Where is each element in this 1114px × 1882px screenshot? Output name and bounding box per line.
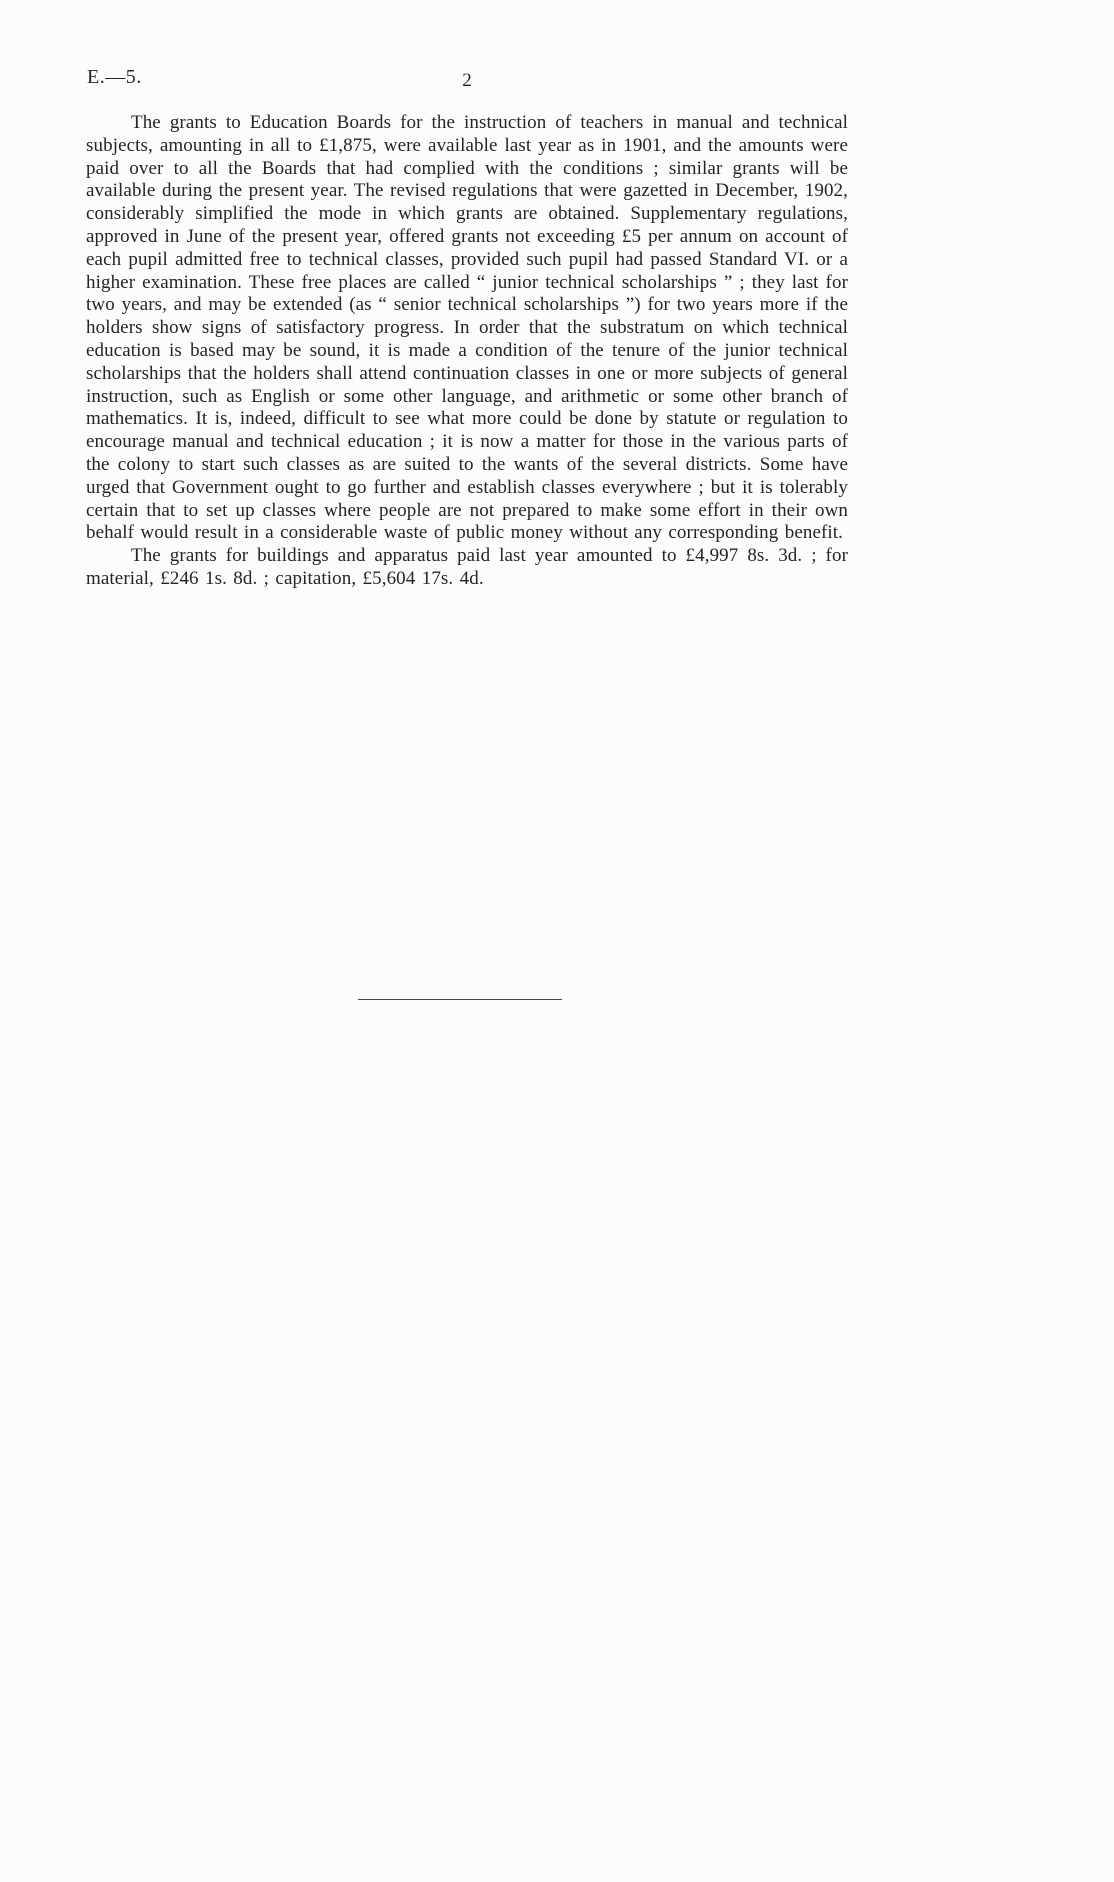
paragraph-grants-buildings: The grants for buildings and apparatus paid last year amounted to £4,997 8s. 3d. ; for material, £246 1s. 8d. ; capitation, £5,604 17s. 4d. [86,545,848,589]
page-number: 2 [462,70,472,91]
section-end-rule [358,999,562,1000]
paragraph-grants-education-boards: The grants to Education Boards for the instruction of teachers in manual and technical subjects, amounting in all to £1,875, were available last year as in 1901, and the amounts were paid over to all the Boards that had complied with the conditions ; similar grants will be available during the present year. The revised regulations that were gazetted in December, 1902, considerably simplified the mode in which grants are obtained. Supplementary regulations, approved in June of the present year, offered grants not exceeding £5 per annum on account of each pupil admitted free to technical classes, provided such pupil had passed Standard VI. or a higher examination. These free places are called “ junior technical scholarships ” ; they last for two years, and may be extended (as “ senior technical scholarships ”) for two years more if the holders show signs of satisfactory progress. In order that the substratum on which technical education is based may be sound, it is made a condition of the tenure of the junior technical scholarships that the holders shall attend continuation classes in one or more subjects of general instruction, such as English or some other language, and arithmetic or some other branch of mathematics. It is, indeed, difficult to see what more could be done by statute or regulation to encourage manual and technical education ; it is now a matter for those in the various parts of the colony to start such classes as are suited to the wants of the several districts. Some have urged that Government ought to go further and establish classes everywhere ; but it is tolerably certain that to set up classes where people are not prepared to make some effort in their own behalf would result in a considerable waste of public money without any corresponding benefit. [86,112,848,544]
document-reference: E.—5. [87,66,142,88]
document-body [86,112,848,591]
